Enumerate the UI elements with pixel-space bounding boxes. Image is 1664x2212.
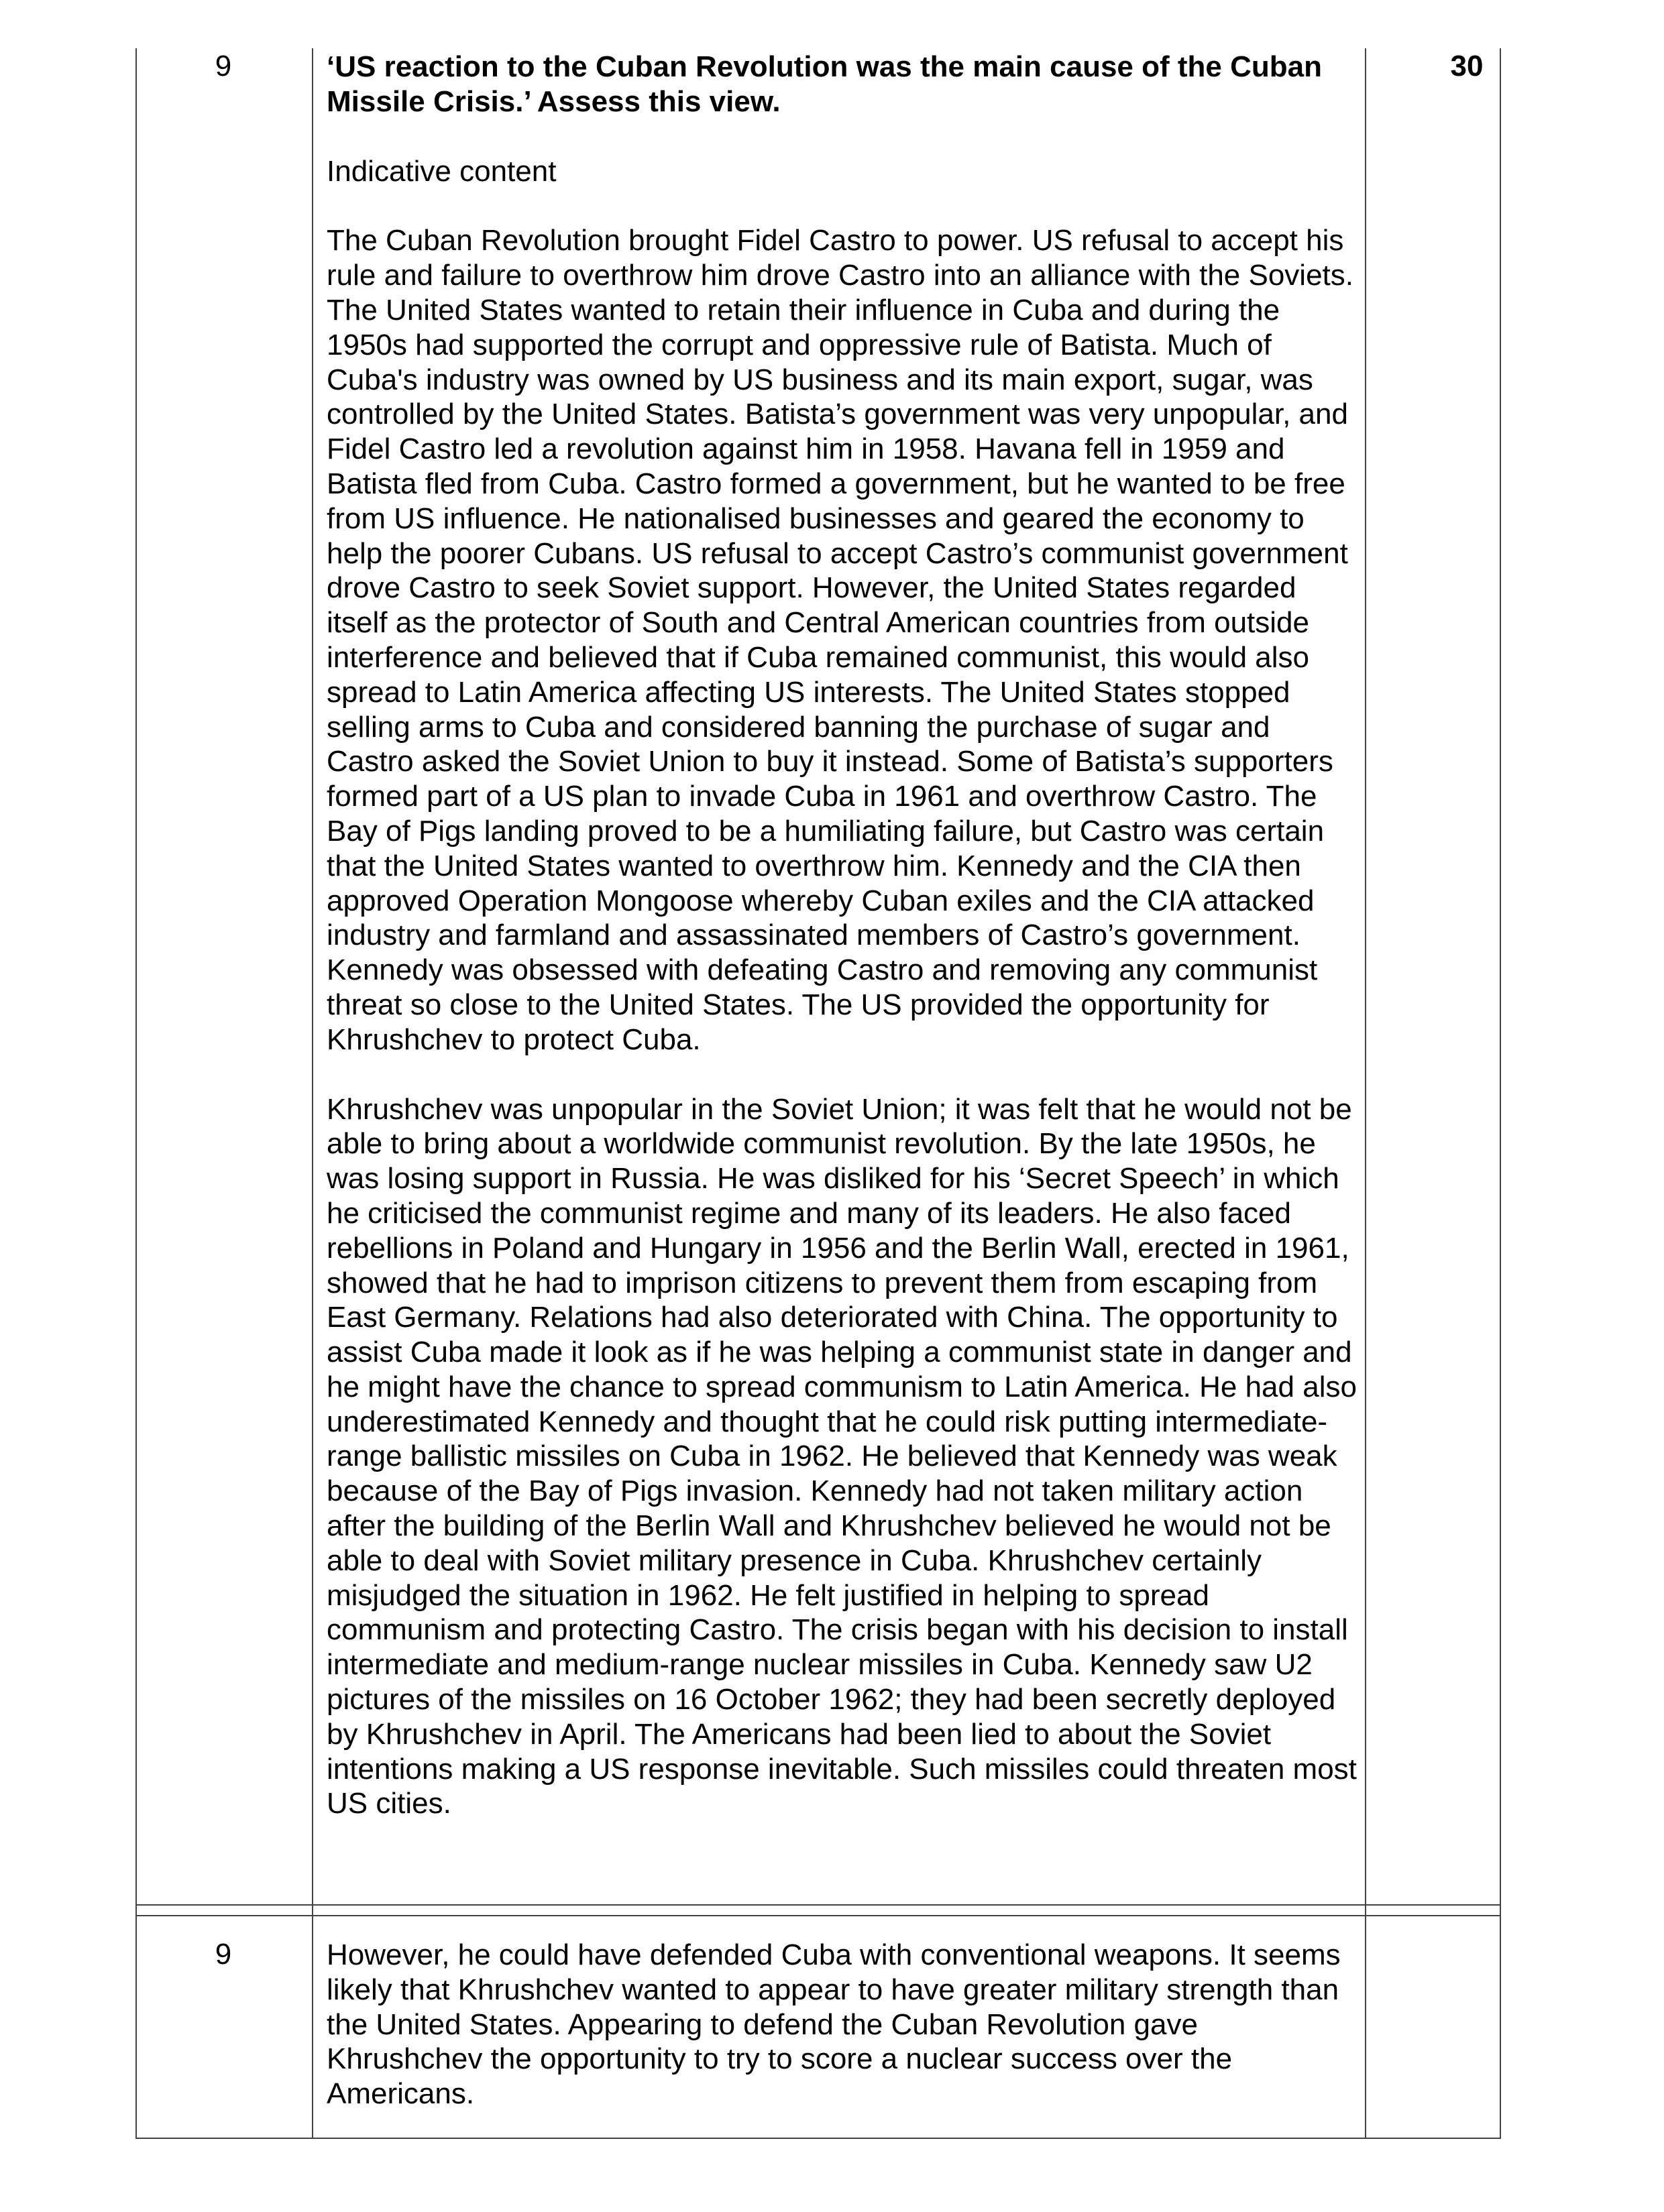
indicative-content-heading: Indicative content xyxy=(327,154,557,188)
paragraph-us-reaction: The Cuban Revolution brought Fidel Castro to power. US refusal to accept his rule and failure to overthrow him drove Castro into an alliance with the Soviets. The United States wanted to retain their influence in Cuba and during the 1950s had supported the corrupt and oppressive rule of Batista. Much of Cuba's industry was owned by US business and its main export, sugar, was controlled by the United States. Batista’s government was very unpopular, and Fidel Castro led a revolution against him in 1958. Havana fell in 1959 and Batista fled from Cuba. Castro formed a government, but he wanted to be free from US influence. He nationalised businesses and geared the economy to help the poorer Cubans. US refusal to accept Castro’s communist government drove Castro to seek Soviet support. However, the United States regarded itself as the protector of South and Central American countries from outside interference and believed that if Cuba remained communist, this would also spread to Latin America affecting US interests. The United States stopped selling arms to Cuba and considered banning the purchase of sugar and Castro asked the Soviet Union to buy it instead. Some of Batista’s supporters formed part of a US plan to invade Cuba in 1961 and overthrow Castro. The Bay of Pigs landing proved to be a humiliating failure, but Castro was certain that the United States wanted to overthrow him. Kennedy and the CIA then approved Operation Mongoose whereby Cuban exiles and the CIA attacked industry and farmland and assassinated members of Castro’s government. Kennedy was obsessed with defeating Castro and removing any communist threat so close to the United States. The US provided the opportunity for Khrushchev to protect Cuba. xyxy=(327,224,1353,1056)
question-number: 9 xyxy=(215,50,232,82)
table-border-right xyxy=(1500,48,1501,2139)
answer-content-continued xyxy=(327,1938,1360,2111)
question-marks: 30 xyxy=(1450,50,1484,82)
answer-content xyxy=(327,50,1360,1821)
table-border-bottom xyxy=(135,2138,1501,2139)
table-divider-number xyxy=(312,48,313,2139)
table-border-left xyxy=(135,48,137,2139)
question-text: ‘US reaction to the Cuban Revolution was the main cause of the Cuban Missile Crisis.’ Assess this view. xyxy=(327,50,1322,118)
table-divider-marks xyxy=(1365,48,1366,2139)
row-separator-bottom xyxy=(135,1915,1501,1916)
paragraph-conventional-weapons: However, he could have defended Cuba with conventional weapons. It seems likely that Khrushchev wanted to appear to have greater military strength than the United States. Appearing to defend the Cuban Revolution gave Khrushchev the opportunity to try to score a nuclear success over the Americans. xyxy=(327,1938,1341,2111)
row-separator-top xyxy=(135,1904,1501,1906)
paragraph-khrushchev: Khrushchev was unpopular in the Soviet Union; it was felt that he would not be able to bring about a worldwide communist revolution. By the late 1950s, he was losing support in Russia. He was disliked for his ‘Secret Speech’ in which he criticised the communist regime and many of its leaders. He also faced rebellions in Poland and Hungary in 1956 and the Berlin Wall, erected in 1961, showed that he had to imprison citizens to prevent them from escaping from East Germany. Relations had also deteriorated with China. The opportunity to assist Cuba made it look as if he was helping a communist state in danger and he might have the chance to spread communism to Latin America. He had also underestimated Kennedy and thought that he could risk putting intermediate-range ballistic missiles on Cuba in 1962. He believed that Kennedy was weak because of the Bay of Pigs invasion. Kennedy had not taken military action after the building of the Berlin Wall and Khrushchev believed he would not be able to deal with Soviet military presence in Cuba. Khrushchev certainly misjudged the situation in 1962. He felt justified in helping to spread communism and protecting Castro. The crisis began with his decision to install intermediate and medium-range nuclear missiles in Cuba. Kennedy saw U2 pictures of the missiles on 16 October 1962; they had been secretly deployed by Khrushchev in April. The Americans had been lied to about the Soviet intentions making a US response inevitable. Such missiles could threaten most US cities. xyxy=(327,1092,1357,1820)
question-number-continued: 9 xyxy=(215,1938,232,1971)
